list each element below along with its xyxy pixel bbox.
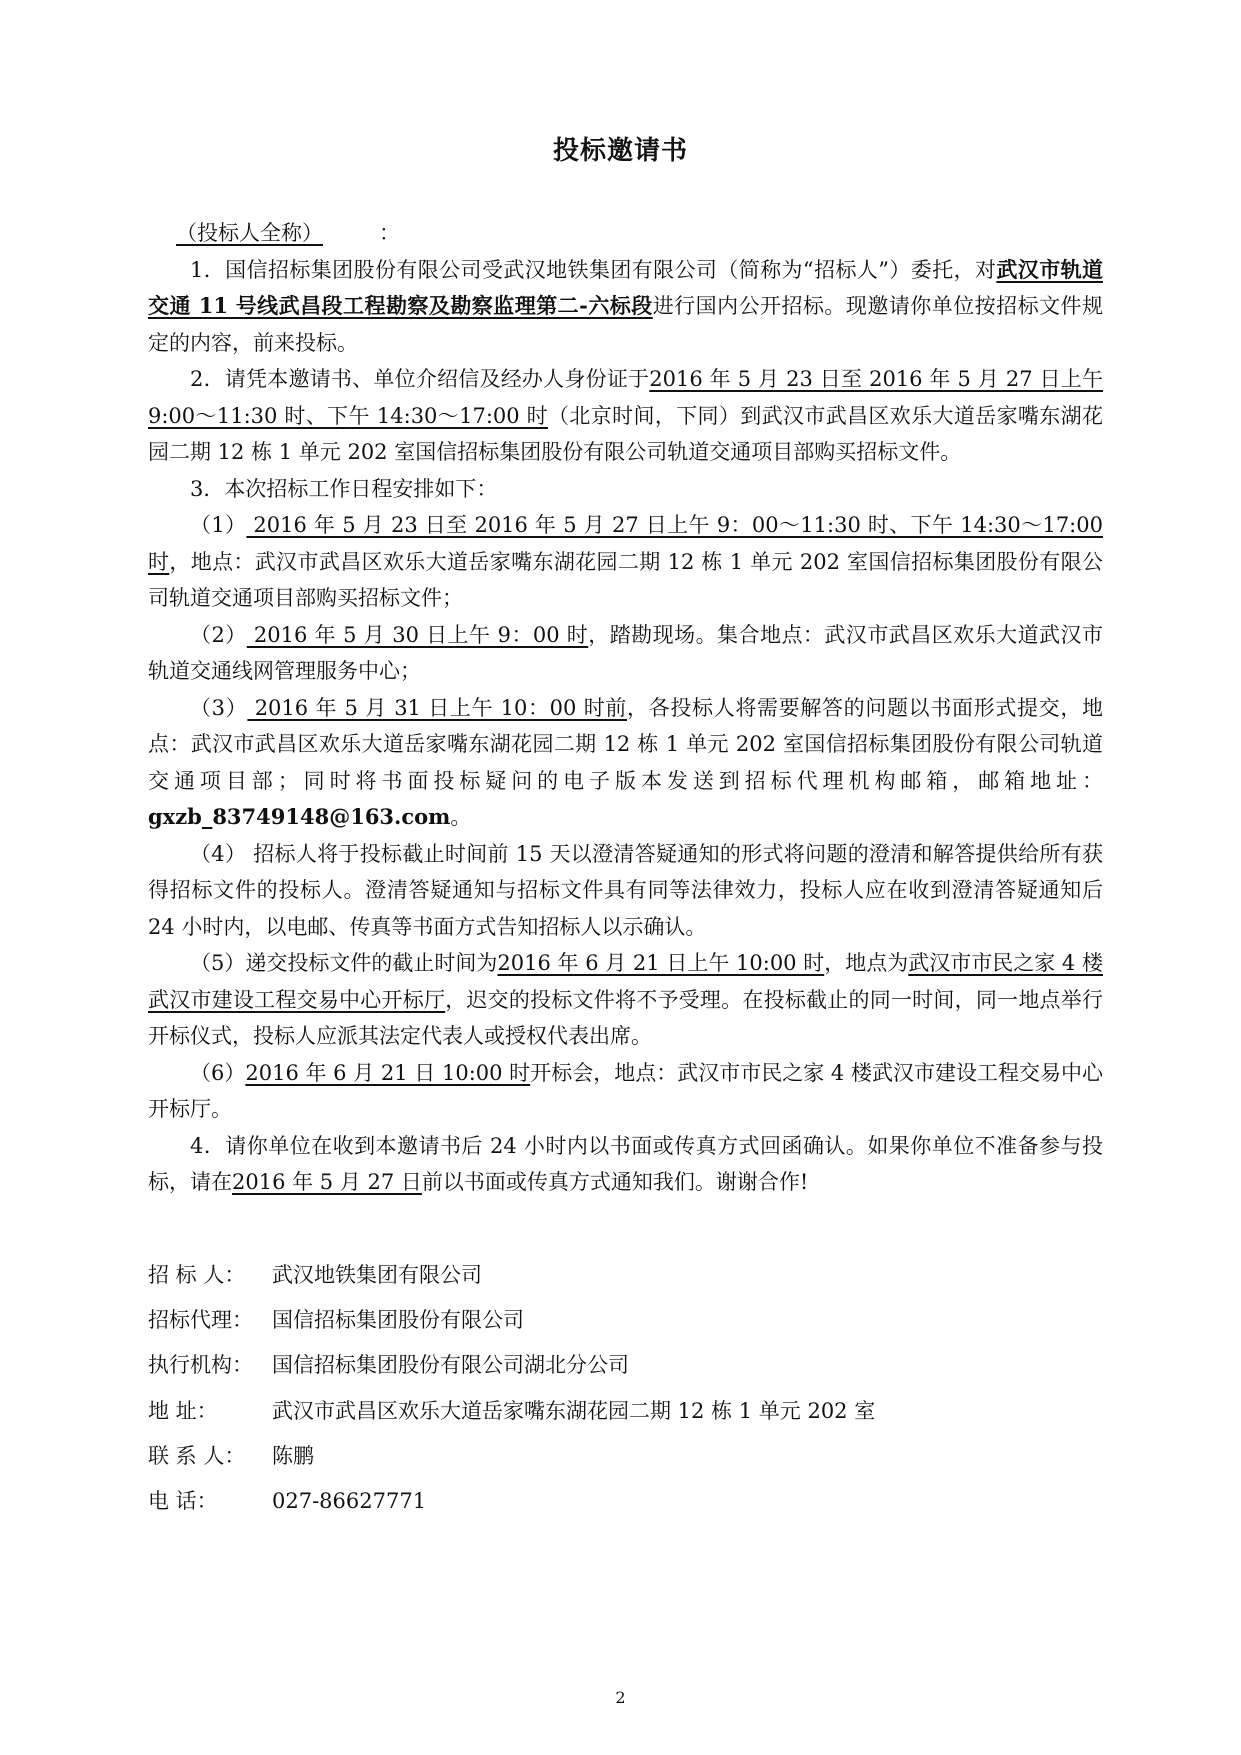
bid-opening-place: 武汉市市民之家 4 楼武汉市建设工程交易中心开标厅 — [148, 951, 1103, 1012]
paragraph-1: 1．国信招标集团股份有限公司受武汉地铁集团有限公司（简称为“招标人”）委托，对武汉市轨道交通 11 号线武昌段工程勘察及勘察监理第二-六标段进行国内公开招标。现邀请你单位按招标文件规定的内容，前来投标。 — [148, 256, 1104, 355]
contact-value: 武汉地铁集团有限公司 — [272, 1263, 482, 1287]
schedule-item-2: （2） 2016 年 5 月 30 日上午 9：00 时，踏勘现场。集合地点：武汉市武昌区欢乐大道武汉市轨道交通线网管理服务中心； — [148, 622, 1103, 683]
document-title: 投标邀请书 — [552, 136, 688, 166]
contact-value: 027-86627771 — [272, 1488, 427, 1513]
contact-row — [148, 1343, 1103, 1388]
schedule-date: 2016 年 5 月 23 日至 2016 年 5 月 27 日上午 9：00～11:30 时、下午 14:30～17:00 时 — [148, 513, 1103, 574]
contact-value: 陈鹏 — [272, 1443, 314, 1468]
contact-label: 联 系 人： — [148, 1443, 246, 1468]
schedule-item-6: （6）2016 年 6 月 21 日 10:00 时开标会，地点：武汉市市民之家 4 楼武汉市建设工程交易中心开标厅。 — [148, 1060, 1103, 1121]
document-body — [148, 215, 1103, 1201]
project-name: 武汉市轨道交通 11 号线武昌段工程勘察及勘察监理第二-六标段 — [148, 256, 1103, 318]
contact-row — [148, 1434, 1103, 1479]
addressee-name-blank: （投标人全称） — [176, 221, 323, 245]
contact-label: 招 标 人： — [148, 1263, 246, 1287]
email-address: gxzb_83749148@163.com — [148, 804, 451, 829]
contact-label: 电 话： — [148, 1488, 218, 1513]
opening-date: 2016 年 6 月 21 日 10:00 时 — [245, 1060, 531, 1085]
addressee-line: （投标人全称） ： — [148, 215, 1103, 252]
contact-value: 武汉市武昌区欢乐大道岳家嘴东湖花园二期 12 栋 1 单元 202 室 — [272, 1398, 876, 1423]
schedule-item-1: （1） 2016 年 5 月 23 日至 2016 年 5 月 27 日上午 9：00～11:30 时、下午 14:30～17:00 时，地点：武汉市武昌区欢乐大道岳家嘴东湖花园二期 12 栋 1 单元 202 室国信招标集团股份有限公司轨道交通项目部购买招标文件； — [148, 513, 1103, 610]
purchase-date-range: 2016 年 5 月 23 日至 2016 年 5 月 27 日上午 9:00～11:30 时、下午 14:30～17:00 时 — [148, 367, 1104, 428]
paragraph-2: 2．请凭本邀请书、单位介绍信及经办人身份证于2016 年 5 月 23 日至 2016 年 5 月 27 日上午 9:00～11:30 时、下午 14:30～17:00 时（北京时间，下同）到武汉市武昌区欢乐大道岳家嘴东湖花园二期 12 栋 1 单元 202 室国信招标集团股份有限公司轨道交通项目部购买招标文件。 — [148, 367, 1104, 464]
schedule-date: 2016 年 5 月 31 日上午 10：00 时前 — [247, 695, 628, 720]
schedule-item-3: （3） 2016 年 5 月 31 日上午 10：00 时前，各投标人将需要解答的问题以书面形式提交，地点：武汉市武昌区欢乐大道岳家嘴东湖花园二期 12 栋 1 单元 202 室国信招标集团股份有限公司轨道交通项目部；同时将书面投标疑问的电子版本发送到招标代理机构邮箱，邮箱地址：gxzb_83749148@163.com。 — [148, 695, 1103, 829]
schedule-item-4: （4） 招标人将于投标截止时间前 15 天以澄清答疑通知的形式将问题的澄清和解答提供给所有获得招标文件的投标人。澄清答疑通知与招标文件具有同等法律效力，投标人应在收到澄清答疑通知后 24 小时内，以电邮、传真等书面方式告知招标人以示确认。 — [148, 841, 1103, 939]
contact-label: 地 址： — [148, 1398, 218, 1423]
contact-row — [148, 1479, 1103, 1524]
contact-row — [148, 1298, 1103, 1343]
contact-value: 国信招标集团股份有限公司 — [272, 1308, 524, 1333]
page-number: 2 — [615, 1688, 626, 1707]
contact-row — [148, 1253, 1103, 1298]
schedule-date: 2016 年 5 月 30 日上午 9：00 时 — [246, 622, 589, 647]
contact-label: 执行机构： — [148, 1353, 253, 1378]
paragraph-3: 3．本次招标工作日程安排如下： — [190, 476, 498, 501]
schedule-item-5: （5）递交投标文件的截止时间为2016 年 6 月 21 日上午 10:00 时，地点为武汉市市民之家 4 楼武汉市建设工程交易中心开标厅，迟交的投标文件将不予受理。在投标截止的同一时间，同一地点举行开标仪式，投标人应派其法定代表人或授权代表出席。 — [148, 951, 1104, 1048]
contact-row — [148, 1389, 1103, 1434]
deadline-date: 2016 年 6 月 21 日上午 10:00 时 — [497, 951, 825, 975]
contact-label: 招标代理： — [148, 1308, 253, 1333]
notify-date: 2016 年 5 月 27 日 — [232, 1170, 422, 1194]
contact-value: 国信招标集团股份有限公司湖北分公司 — [272, 1353, 629, 1378]
paragraph-4: 4．请你单位在收到本邀请书后 24 小时内以书面或传真方式回函确认。如果你单位不准备参与投标，请在2016 年 5 月 27 日前以书面或传真方式通知我们。谢谢合作! — [148, 1133, 1103, 1194]
contact-block — [148, 1253, 1103, 1524]
